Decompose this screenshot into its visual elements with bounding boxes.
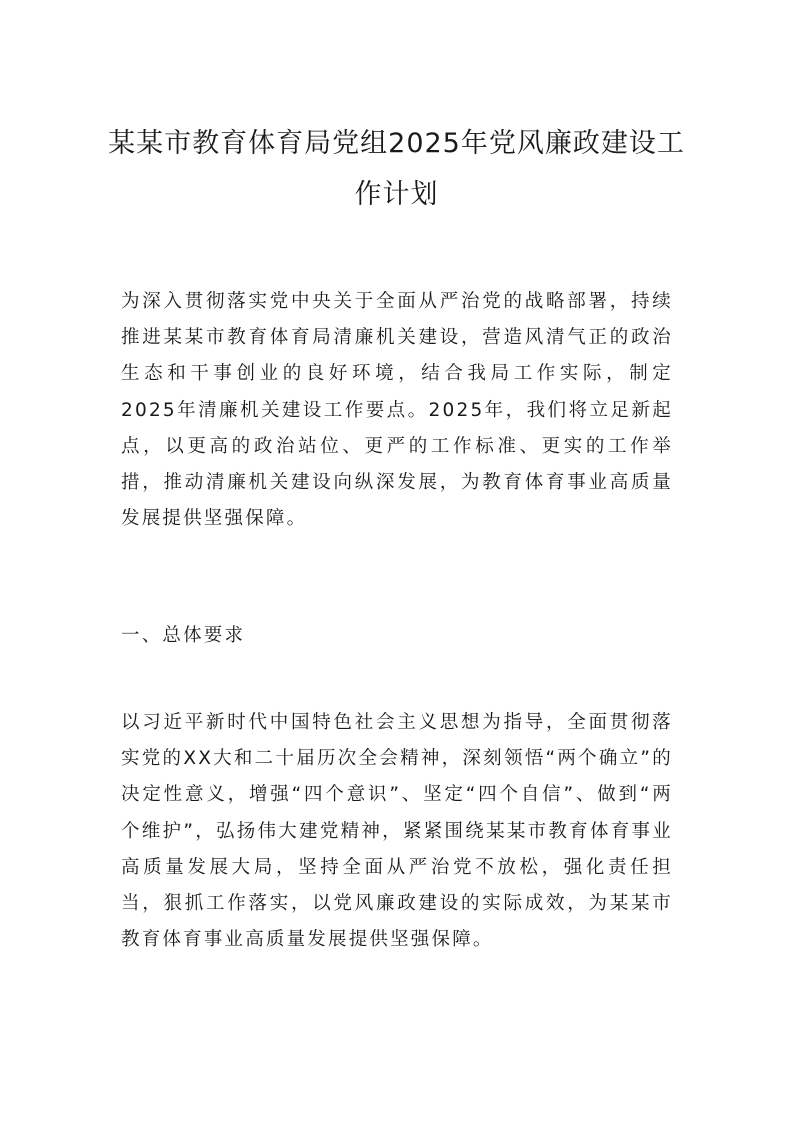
document-title: 某某市教育体育局党组2025年党风廉政建设工作计划 — [108, 128, 685, 210]
intro-paragraph: 为深入贯彻落实党中央关于全面从严治党的战略部署，持续推进某某市教育体育局清廉机关建设，营造风清气正的政治生态和干事创业的良好环境，结合我局工作实际，制定2025年清廉机关建设工作要点。2025年，我们将立足新起点，以更高的政治站位、更严的工作标准、更实的工作举措，推动清廉机关建设向纵深发展，为教育体育事业高质量发展提供坚强保障。 — [121, 291, 673, 530]
section-heading: 一、总体要求 — [121, 625, 246, 646]
section-paragraph: 以习近平新时代中国特色社会主义思想为指导，全面贯彻落实党的XX大和二十届历次全会精神，深刻领悟“两个确立”的决定性意义，增强“四个意识”、坚定“四个自信”、做到“两个维护”，弘扬伟大建党精神，紧紧围绕某某市教育体育事业高质量发展大局，坚持全面从严治党不放松，强化责任担当，狠抓工作落实，以党风廉政建设的实际成效，为某某市教育体育事业高质量发展提供坚强保障。 — [121, 712, 673, 951]
